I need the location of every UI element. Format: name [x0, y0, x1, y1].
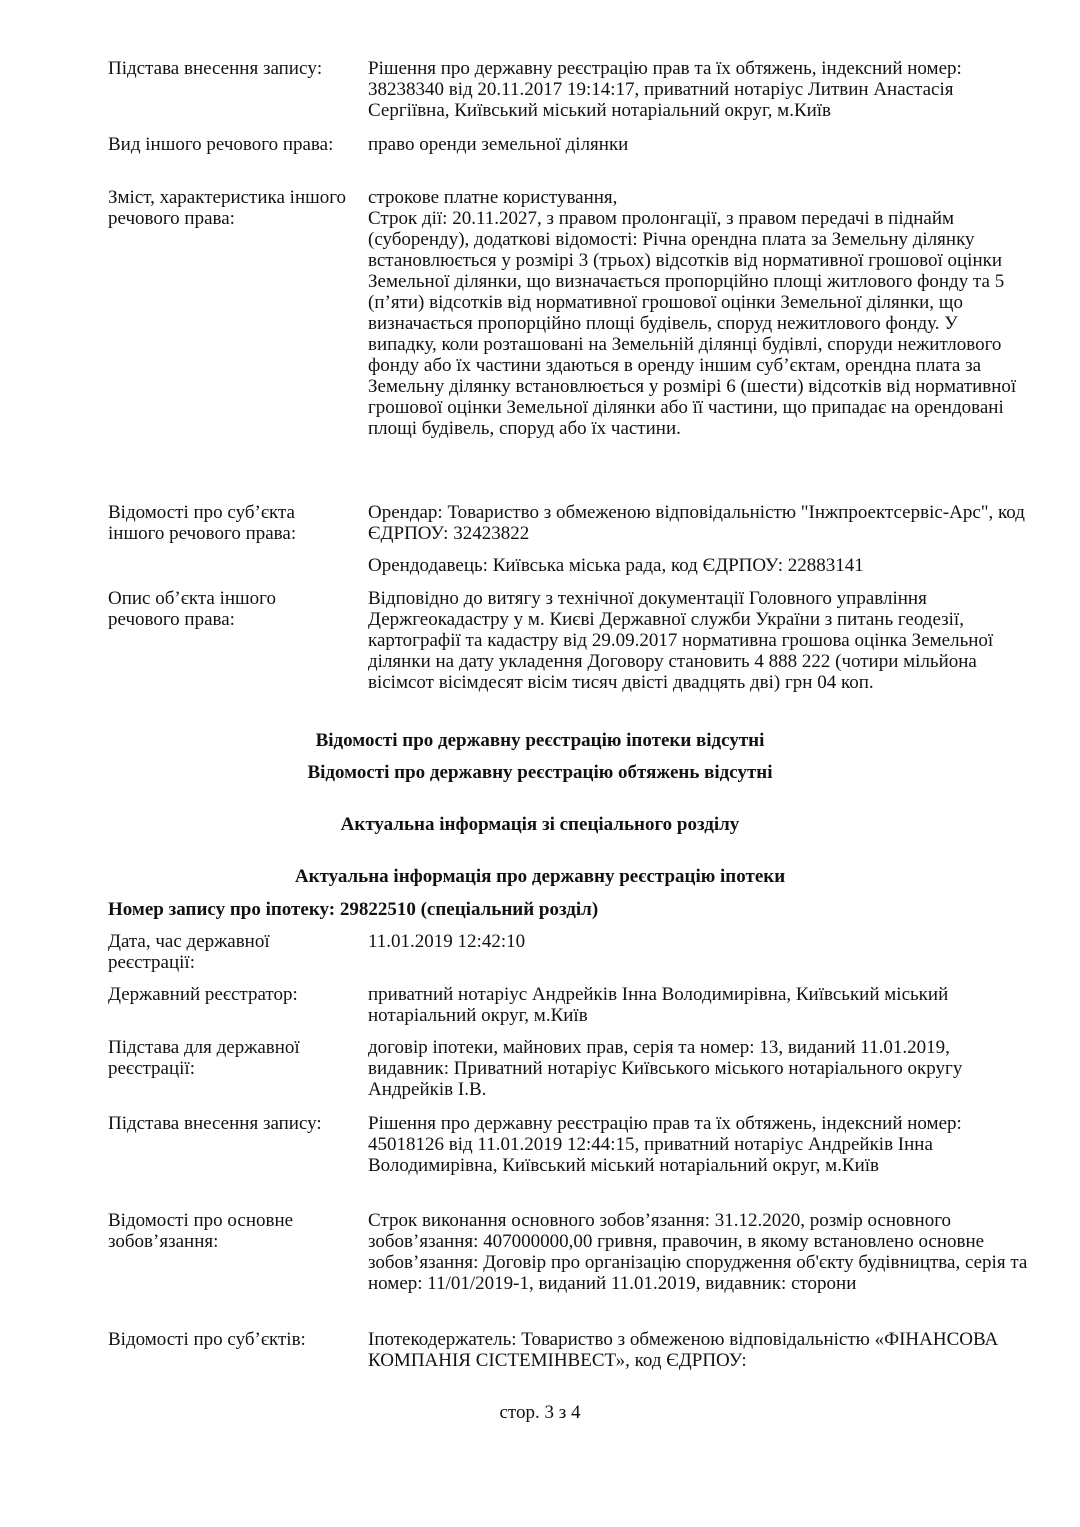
field-value: Відповідно до витягу з технічної документації Головного управління Держгеокадастру у м. Києві Державної служби України з питань геодезії, картографії та кадастру від 29.09.2017 нормативна грошова оцінка Земельної ділянки на дату укладення Договору становить 4 888 222 (чотири мільйона вісімсот вісімдесят вісім тисяч двісті двадцять дві) грн 04 коп. [368, 588, 994, 693]
field-label: Відомості про основне зобов’язання: [108, 1210, 294, 1252]
main-obligation-row [108, 1210, 1028, 1318]
field-label: Дата, час державної реєстрації: [108, 931, 270, 973]
page-number: стор. 3 з 4 [499, 1402, 581, 1423]
registration-date-row [108, 931, 1028, 975]
field-label: Відомості про суб’єкта іншого речового права: [108, 502, 297, 544]
right-subject-row [108, 502, 1028, 546]
registration-basis-row [108, 1037, 1028, 1101]
record-number-heading: Номер запису про іпотеку: 29822510 (спеціальний розділ) [108, 899, 599, 920]
record-basis-row [108, 58, 1028, 122]
special-section-heading: Актуальна інформація зі спеціального розділу [340, 814, 740, 835]
subjects-row [108, 1329, 1028, 1373]
mortgage-info-heading: Актуальна інформація про державну реєстрацію іпотеки [294, 866, 786, 887]
record-basis-row-2 [108, 1113, 1028, 1199]
field-value: приватний нотаріус Андрейків Інна Володимирівна, Київський міський нотаріальний округ, м.Київ [368, 984, 949, 1026]
field-value: договір іпотеки, майнових прав, серія та номер: 13, виданий 11.01.2019, видавник: Приватний нотаріус Київського міського нотаріального округу Андрейків І.В. [368, 1037, 963, 1100]
registrar-row [108, 984, 1028, 1028]
field-label: Державний реєстратор: [108, 984, 298, 1005]
field-value: строкове платне користування, Строк дії: 20.11.2027, з правом пролонгації, з правом передачі в піднайм (суборенду), додаткові відомості: Річна орендна плата за Земельну ділянку встановлюється у розмірі 3 (трьох) відсотків від нормативної грошової оцінки Земельної ділянки, що визначається пропорційно площі житлового фонду та 5 (п’яти) відсотків від нормативної грошової оцінки Земельної ділянки, що визначається пропорційно площі будівель, споруд нежитлового фонду. У випадку, коли розташовані на Земельній ділянці будівлі, споруди нежитлового фонду або їх частини здаються в оренду іншим суб’єктам, орендна плата за Земельну ділянку встановлюється у розмірі 6 (шести) відсотків від нормативної грошової оцінки Земельної ділянки або її частини, що припадає на орендовані площі будівель, споруд або їх частини. [368, 187, 1017, 439]
field-value: Рішення про державну реєстрацію прав та їх обтяжень, індексний номер: 38238340 від 20.11.2017 19:14:17, приватний нотаріус Литвин Анастасія Сергіївна, Київський міський нотаріальний округ, м.Київ [368, 58, 962, 121]
field-value: Рішення про державну реєстрацію прав та їх обтяжень, індексний номер: 45018126 від 11.01.2019 12:44:15, приватний нотаріус Андрейків Інна Володимирівна, Київський міський нотаріальний округ, м.Київ [368, 1113, 962, 1176]
object-description-row [108, 588, 1028, 718]
right-type-row [108, 134, 1028, 176]
field-value: Орендар: Товариство з обмеженою відповідальністю "Інжпроектсервіс-Арс", код ЄДРПОУ: 32423822 [368, 502, 1025, 544]
field-value: 11.01.2019 12:42:10 [368, 931, 526, 952]
no-encumbrance-heading: Відомості про державну реєстрацію обтяжень відсутні [307, 762, 773, 783]
field-label: Вид іншого речового права: [108, 134, 334, 155]
field-label: Підстава внесення запису: [108, 1113, 322, 1134]
field-label: Підстава внесення записy: [108, 58, 323, 79]
no-mortgage-heading: Відомості про державну реєстрацію іпотеки відсутні [315, 730, 765, 751]
field-label: Опис об’єкта іншого речового права: [108, 588, 276, 630]
field-label: Зміст, характеристика іншого речового права: [108, 187, 347, 229]
field-value: Строк виконання основного зобов’язання: 31.12.2020, розмір основного зобов’язання: 407000000,00 гривня, правочин, в якому встановлено основне зобов’язання: Договір про організацію спорудження об'єкту будівництва, серія та номер: 11/01/2019-1, виданий 11.01.2019, видавник: сторони [368, 1210, 1028, 1294]
field-label: Підстава для державної реєстрації: [108, 1037, 300, 1079]
lessor-row [108, 555, 1028, 577]
field-value: право оренди земельної ділянки [368, 134, 629, 155]
field-value: Іпотекодержатель: Товариство з обмеженою відповідальністю «ФІНАНСОВА КОМПАНІЯ СІСТЕМІНВЕСТ», код ЄДРПОУ: [368, 1329, 999, 1371]
field-value: Орендодавець: Київська міська рада, код ЄДРПОУ: 22883141 [368, 555, 864, 576]
field-label: Відомості про суб’єктів: [108, 1329, 306, 1350]
right-content-row [108, 187, 1028, 492]
